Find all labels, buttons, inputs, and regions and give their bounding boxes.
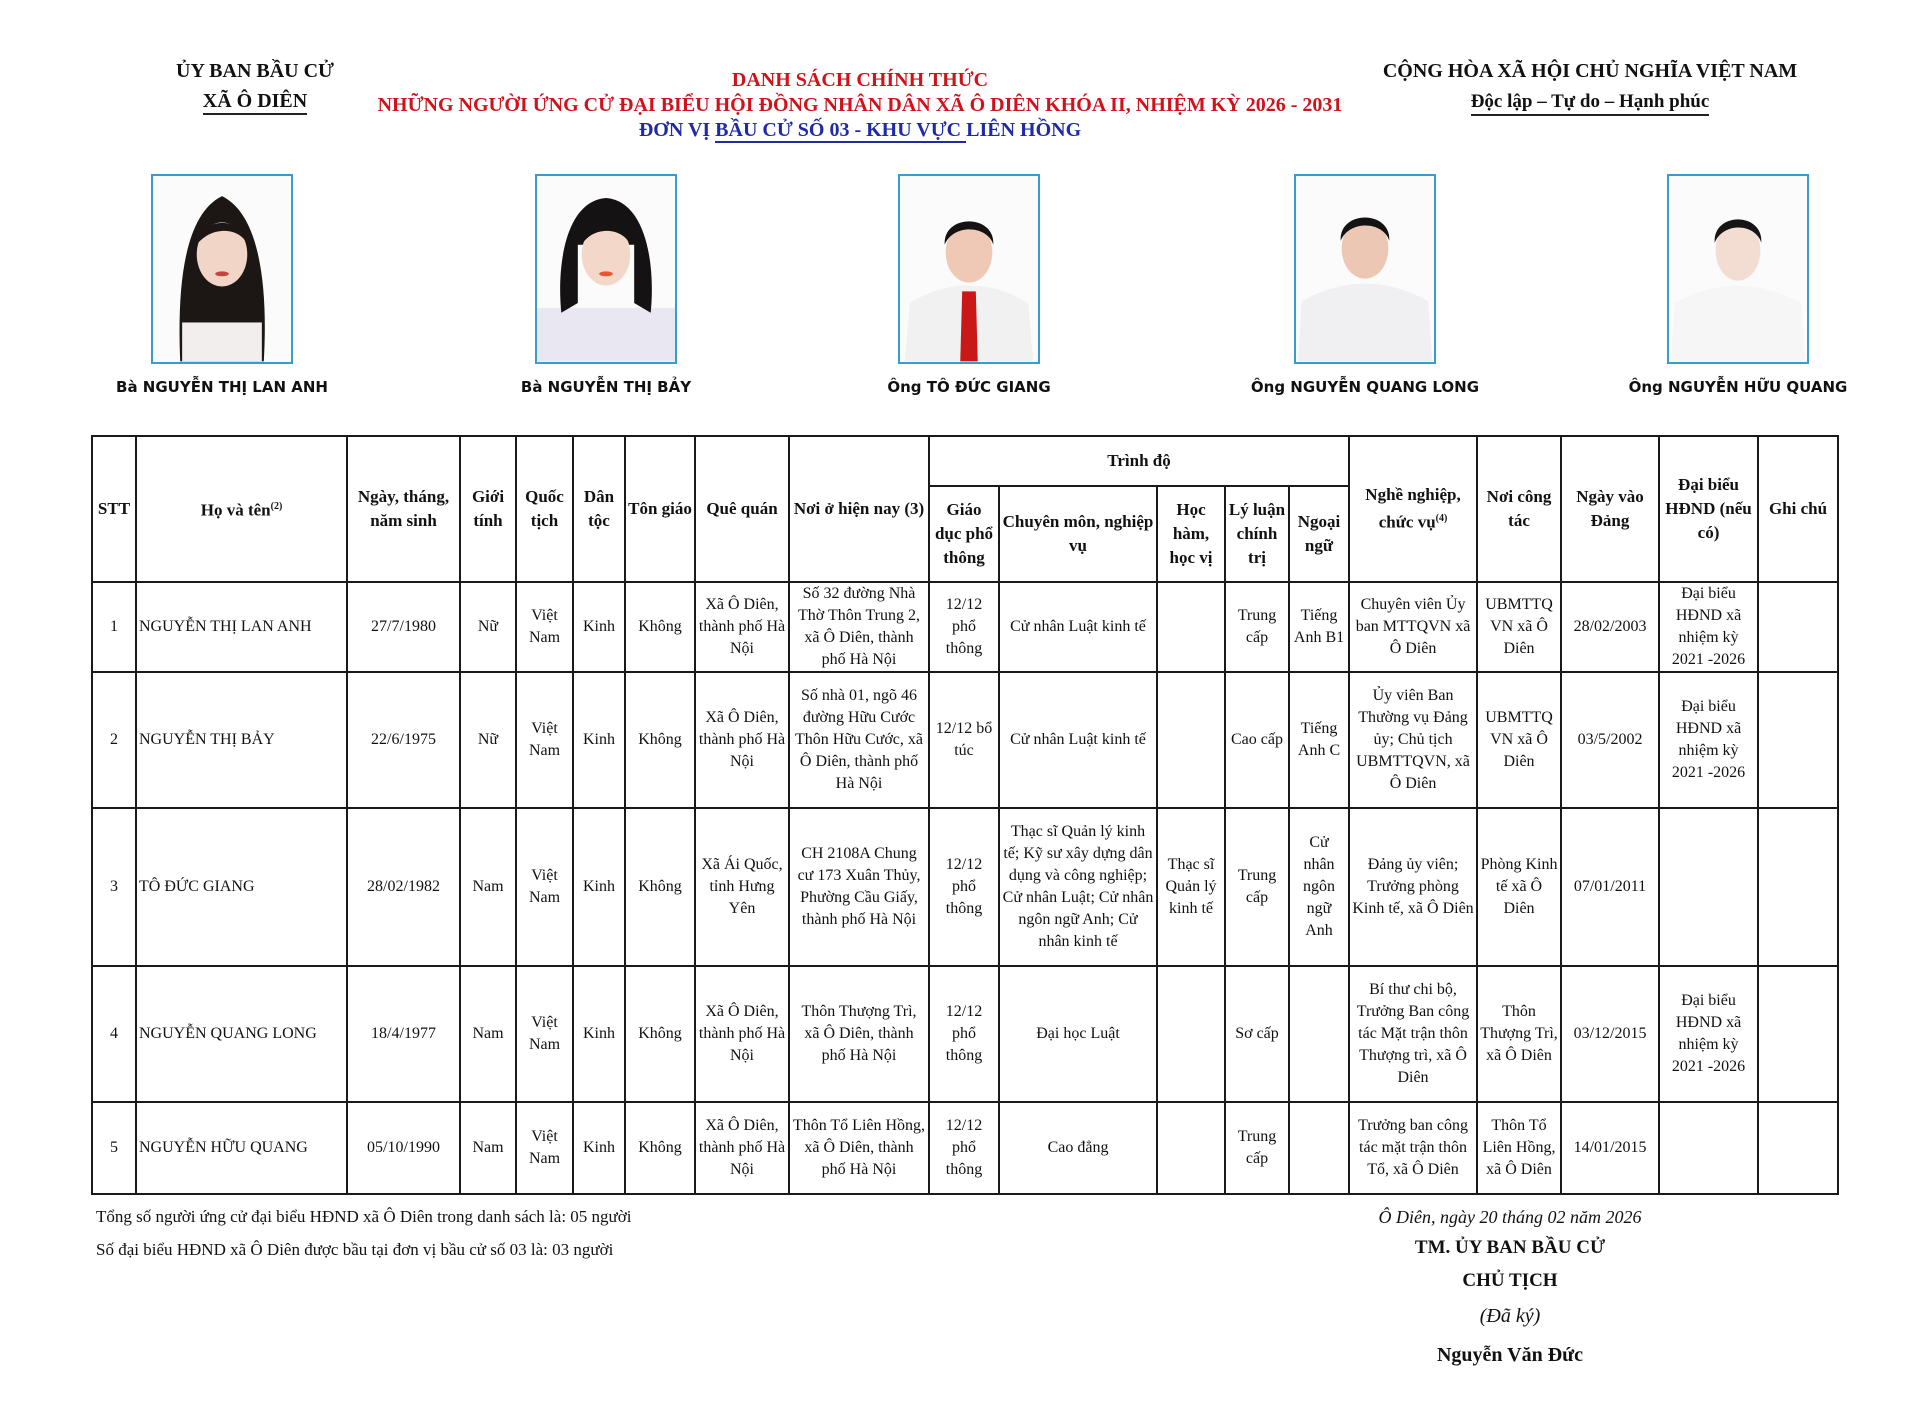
cell-occupation: Trưởng ban công tác mặt trận thôn Tổ, xã Ô Diên bbox=[1349, 1102, 1477, 1194]
portrait-icon bbox=[537, 176, 675, 362]
issuing-authority bbox=[150, 56, 360, 116]
candidate-table bbox=[91, 435, 1839, 1195]
cell-political: Trung cấp bbox=[1225, 582, 1289, 672]
cell-name: NGUYỄN THỊ LAN ANH bbox=[136, 582, 347, 672]
cell-occupation: Bí thư chi bộ, Trưởng Ban công tác Mặt trận thôn Thượng trì, xã Ô Diên bbox=[1349, 966, 1477, 1102]
cell-religion: Không bbox=[625, 966, 695, 1102]
cell-general-edu: 12/12 phổ thông bbox=[929, 1102, 999, 1194]
col-nationality: Quốc tịch bbox=[516, 436, 573, 582]
cell-gender: Nam bbox=[460, 1102, 516, 1194]
cell-religion: Không bbox=[625, 582, 695, 672]
cell-occupation: Chuyên viên Ủy ban MTTQVN xã Ô Diên bbox=[1349, 582, 1477, 672]
cell-residence: Số 32 đường Nhà Thờ Thôn Trung 2, xã Ô Diên, thành phố Hà Nội bbox=[789, 582, 929, 672]
cell-professional: Cử nhân Luật kinh tế bbox=[999, 672, 1157, 808]
summary-notes bbox=[96, 1200, 631, 1266]
cell-hometown: Xã Ô Diên, thành phố Hà Nội bbox=[695, 966, 789, 1102]
cell-hometown: Xã Ô Diên, thành phố Hà Nội bbox=[695, 1102, 789, 1194]
authority-line1: ỦY BAN BẦU CỬ bbox=[176, 60, 334, 82]
cell-stt: 4 bbox=[92, 966, 136, 1102]
cell-note bbox=[1758, 966, 1838, 1102]
cell-dob: 22/6/1975 bbox=[347, 672, 460, 808]
cell-party-date: 07/01/2011 bbox=[1561, 808, 1659, 966]
col-name-label: Họ và tên bbox=[200, 500, 271, 520]
portrait-icon bbox=[1296, 176, 1434, 362]
candidate-photo bbox=[151, 174, 293, 364]
candidate-card bbox=[72, 174, 372, 396]
cell-political: Trung cấp bbox=[1225, 1102, 1289, 1194]
candidate-photo bbox=[535, 174, 677, 364]
portrait-icon bbox=[900, 176, 1038, 362]
cell-academic bbox=[1157, 1102, 1225, 1194]
cell-delegate bbox=[1659, 808, 1758, 966]
table-row bbox=[92, 966, 1838, 1102]
cell-residence: Thôn Tổ Liên Hồng, xã Ô Diên, thành phố Hà Nội bbox=[789, 1102, 929, 1194]
cell-party-date: 03/5/2002 bbox=[1561, 672, 1659, 808]
col-academic: Học hàm, học vị bbox=[1157, 486, 1225, 582]
table-header-row bbox=[92, 436, 1838, 486]
cell-occupation: Đảng ủy viên; Trưởng phòng Kinh tế, xã Ô Diên bbox=[1349, 808, 1477, 966]
title-line1: DANH SÁCH CHÍNH THỨC bbox=[731, 69, 989, 91]
cell-note bbox=[1758, 582, 1838, 672]
cell-nationality: Việt Nam bbox=[516, 966, 573, 1102]
title-line3 bbox=[360, 118, 1360, 143]
portrait-icon bbox=[1669, 176, 1807, 362]
col-hometown: Quê quán bbox=[695, 436, 789, 582]
cell-academic: Thạc sĩ Quản lý kinh tế bbox=[1157, 808, 1225, 966]
cell-academic bbox=[1157, 672, 1225, 808]
cell-name: NGUYỄN HỮU QUANG bbox=[136, 1102, 347, 1194]
cell-nationality: Việt Nam bbox=[516, 808, 573, 966]
motto: Độc lập – Tự do – Hạnh phúc bbox=[1471, 90, 1710, 116]
col-occupation-label: Nghề nghiệp, chức vụ bbox=[1365, 485, 1461, 532]
col-general-edu: Giáo dục phổ thông bbox=[929, 486, 999, 582]
cell-academic bbox=[1157, 582, 1225, 672]
cell-dob: 05/10/1990 bbox=[347, 1102, 460, 1194]
cell-nationality: Việt Nam bbox=[516, 1102, 573, 1194]
cell-note bbox=[1758, 808, 1838, 966]
title-line3-part1: ĐƠN VỊ bbox=[638, 119, 716, 141]
col-residence: Nơi ở hiện nay (3) bbox=[789, 436, 929, 582]
cell-language: Tiếng Anh B1 bbox=[1289, 582, 1349, 672]
cell-stt: 5 bbox=[92, 1102, 136, 1194]
signer-name: Nguyễn Văn Đức bbox=[1436, 1344, 1584, 1366]
candidate-caption: Ông TÔ ĐỨC GIANG bbox=[887, 378, 1051, 396]
col-name-footnote: (2) bbox=[270, 501, 283, 513]
cell-hometown: Xã Ô Diên, thành phố Hà Nội bbox=[695, 582, 789, 672]
sign-status: (Đã ký) bbox=[1479, 1305, 1541, 1327]
col-dob: Ngày, tháng, năm sinh bbox=[347, 436, 460, 582]
cell-workplace: Thôn Thượng Trì, xã Ô Diên bbox=[1477, 966, 1561, 1102]
cell-general-edu: 12/12 bổ túc bbox=[929, 672, 999, 808]
col-workplace: Nơi công tác bbox=[1477, 436, 1561, 582]
candidate-card bbox=[1588, 174, 1888, 396]
cell-language: Tiếng Anh C bbox=[1289, 672, 1349, 808]
national-motto bbox=[1370, 56, 1810, 116]
cell-party-date: 03/12/2015 bbox=[1561, 966, 1659, 1102]
col-occupation bbox=[1349, 436, 1477, 582]
cell-residence: Số nhà 01, ngõ 46 đường Hữu Cước Thôn Hữu Cước, xã Ô Diên, thành phố Hà Nội bbox=[789, 672, 929, 808]
candidate-card bbox=[819, 174, 1119, 396]
cell-gender: Nam bbox=[460, 966, 516, 1102]
cell-political: Cao cấp bbox=[1225, 672, 1289, 808]
cell-residence: CH 2108A Chung cư 173 Xuân Thủy, Phường Cầu Giấy, thành phố Hà Nội bbox=[789, 808, 929, 966]
cell-professional: Đại học Luật bbox=[999, 966, 1157, 1102]
cell-note bbox=[1758, 672, 1838, 808]
cell-language bbox=[1289, 1102, 1349, 1194]
candidate-card bbox=[1215, 174, 1515, 396]
sign-date: Ô Diên, ngày 20 tháng 02 năm 2026 bbox=[1378, 1207, 1642, 1227]
candidate-caption: Ông NGUYỄN QUANG LONG bbox=[1250, 378, 1480, 396]
candidate-photo bbox=[1294, 174, 1436, 364]
table-row bbox=[92, 1102, 1838, 1194]
cell-name: TÔ ĐỨC GIANG bbox=[136, 808, 347, 966]
cell-delegate: Đại biểu HĐND xã nhiệm kỳ 2021 -2026 bbox=[1659, 966, 1758, 1102]
cell-gender: Nam bbox=[460, 808, 516, 966]
cell-nationality: Việt Nam bbox=[516, 582, 573, 672]
candidate-photo bbox=[898, 174, 1040, 364]
cell-note bbox=[1758, 1102, 1838, 1194]
col-religion: Tôn giáo bbox=[625, 436, 695, 582]
table-row bbox=[92, 808, 1838, 966]
col-language: Ngoại ngữ bbox=[1289, 486, 1349, 582]
col-political: Lý luận chính trị bbox=[1225, 486, 1289, 582]
cell-hometown: Xã Ô Diên, thành phố Hà Nội bbox=[695, 672, 789, 808]
cell-delegate: Đại biểu HĐND xã nhiệm kỳ 2021 -2026 bbox=[1659, 582, 1758, 672]
candidate-photo bbox=[1667, 174, 1809, 364]
document-title bbox=[360, 68, 1360, 143]
cell-stt: 2 bbox=[92, 672, 136, 808]
cell-gender: Nữ bbox=[460, 672, 516, 808]
cell-residence: Thôn Thượng Trì, xã Ô Diên, thành phố Hà Nội bbox=[789, 966, 929, 1102]
authority-line2: XÃ Ô DIÊN bbox=[203, 89, 307, 115]
cell-occupation: Ủy viên Ban Thường vụ Đảng ủy; Chủ tịch UBMTTQVN, xã Ô Diên bbox=[1349, 672, 1477, 808]
cell-nationality: Việt Nam bbox=[516, 672, 573, 808]
cell-stt: 1 bbox=[92, 582, 136, 672]
cell-general-edu: 12/12 phổ thông bbox=[929, 808, 999, 966]
candidate-card bbox=[456, 174, 756, 396]
cell-ethnicity: Kinh bbox=[573, 582, 625, 672]
cell-professional: Cử nhân Luật kinh tế bbox=[999, 582, 1157, 672]
title-line3-part3: LIÊN HỒNG bbox=[966, 119, 1082, 141]
cell-delegate bbox=[1659, 1102, 1758, 1194]
cell-general-edu: 12/12 phổ thông bbox=[929, 582, 999, 672]
cell-political: Sơ cấp bbox=[1225, 966, 1289, 1102]
cell-religion: Không bbox=[625, 1102, 695, 1194]
cell-workplace: UBMTTQ VN xã Ô Diên bbox=[1477, 582, 1561, 672]
col-occupation-footnote: (4) bbox=[1435, 513, 1448, 525]
cell-ethnicity: Kinh bbox=[573, 966, 625, 1102]
candidate-caption: Bà NGUYỄN THỊ LAN ANH bbox=[116, 378, 328, 396]
cell-ethnicity: Kinh bbox=[573, 808, 625, 966]
cell-ethnicity: Kinh bbox=[573, 672, 625, 808]
cell-professional: Cao đẳng bbox=[999, 1102, 1157, 1194]
cell-language: Cử nhân ngôn ngữ Anh bbox=[1289, 808, 1349, 966]
cell-academic bbox=[1157, 966, 1225, 1102]
cell-language bbox=[1289, 966, 1349, 1102]
cell-dob: 28/02/1982 bbox=[347, 808, 460, 966]
cell-stt: 3 bbox=[92, 808, 136, 966]
cell-dob: 18/4/1977 bbox=[347, 966, 460, 1102]
signature-block bbox=[1320, 1203, 1700, 1375]
col-note: Ghi chú bbox=[1758, 436, 1838, 582]
col-professional: Chuyên môn, nghiệp vụ bbox=[999, 486, 1157, 582]
country-name: CỘNG HÒA XÃ HỘI CHỦ NGHĨA VIỆT NAM bbox=[1382, 60, 1798, 82]
cell-workplace: Thôn Tổ Liên Hồng, xã Ô Diên bbox=[1477, 1102, 1561, 1194]
col-delegate: Đại biểu HĐND (nếu có) bbox=[1659, 436, 1758, 582]
col-stt: STT bbox=[92, 436, 136, 582]
cell-workplace: Phòng Kinh tế xã Ô Diên bbox=[1477, 808, 1561, 966]
cell-religion: Không bbox=[625, 808, 695, 966]
elected-count-note: Số đại biểu HĐND xã Ô Diên được bầu tại đơn vị bầu cử số 03 là: 03 người bbox=[96, 1240, 614, 1259]
total-candidates-note: Tổng số người ứng cử đại biểu HĐND xã Ô Diên trong danh sách là: 05 người bbox=[96, 1207, 632, 1226]
col-education-group: Trình độ bbox=[929, 436, 1349, 486]
cell-hometown: Xã Ái Quốc, tỉnh Hưng Yên bbox=[695, 808, 789, 966]
sign-org: TM. ỦY BAN BẦU CỬ bbox=[1414, 1237, 1606, 1258]
candidate-caption: Bà NGUYỄN THỊ BẢY bbox=[520, 378, 692, 396]
cell-dob: 27/7/1980 bbox=[347, 582, 460, 672]
portrait-icon bbox=[153, 176, 291, 362]
cell-workplace: UBMTTQ VN xã Ô Diên bbox=[1477, 672, 1561, 808]
cell-name: NGUYỄN QUANG LONG bbox=[136, 966, 347, 1102]
cell-name: NGUYỄN THỊ BẢY bbox=[136, 672, 347, 808]
col-ethnicity: Dân tộc bbox=[573, 436, 625, 582]
col-name bbox=[136, 436, 347, 582]
cell-gender: Nữ bbox=[460, 582, 516, 672]
title-line3-part2: BẦU CỬ SỐ 03 - KHU VỰC bbox=[715, 119, 967, 141]
table-row bbox=[92, 672, 1838, 808]
cell-religion: Không bbox=[625, 672, 695, 808]
candidate-caption: Ông NGUYỄN HỮU QUANG bbox=[1628, 378, 1848, 396]
cell-ethnicity: Kinh bbox=[573, 1102, 625, 1194]
table-row bbox=[92, 582, 1838, 672]
cell-political: Trung cấp bbox=[1225, 808, 1289, 966]
cell-party-date: 14/01/2015 bbox=[1561, 1102, 1659, 1194]
col-party-date: Ngày vào Đảng bbox=[1561, 436, 1659, 582]
col-gender: Giới tính bbox=[460, 436, 516, 582]
cell-delegate: Đại biểu HĐND xã nhiệm kỳ 2021 -2026 bbox=[1659, 672, 1758, 808]
cell-general-edu: 12/12 phổ thông bbox=[929, 966, 999, 1102]
cell-professional: Thạc sĩ Quản lý kinh tế; Kỹ sư xây dựng dân dụng và công nghiệp; Cử nhân Luật; Cử nhân ngôn ngữ Anh; Cử nhân kinh tế bbox=[999, 808, 1157, 966]
title-line2: NHỮNG NGƯỜI ỨNG CỬ ĐẠI BIỂU HỘI ĐỒNG NHÂN DÂN XÃ Ô DIÊN KHÓA II, NHIỆM KỲ 2026 - 2031 bbox=[377, 94, 1343, 116]
sign-title: CHỦ TỊCH bbox=[1462, 1270, 1558, 1291]
cell-party-date: 28/02/2003 bbox=[1561, 582, 1659, 672]
